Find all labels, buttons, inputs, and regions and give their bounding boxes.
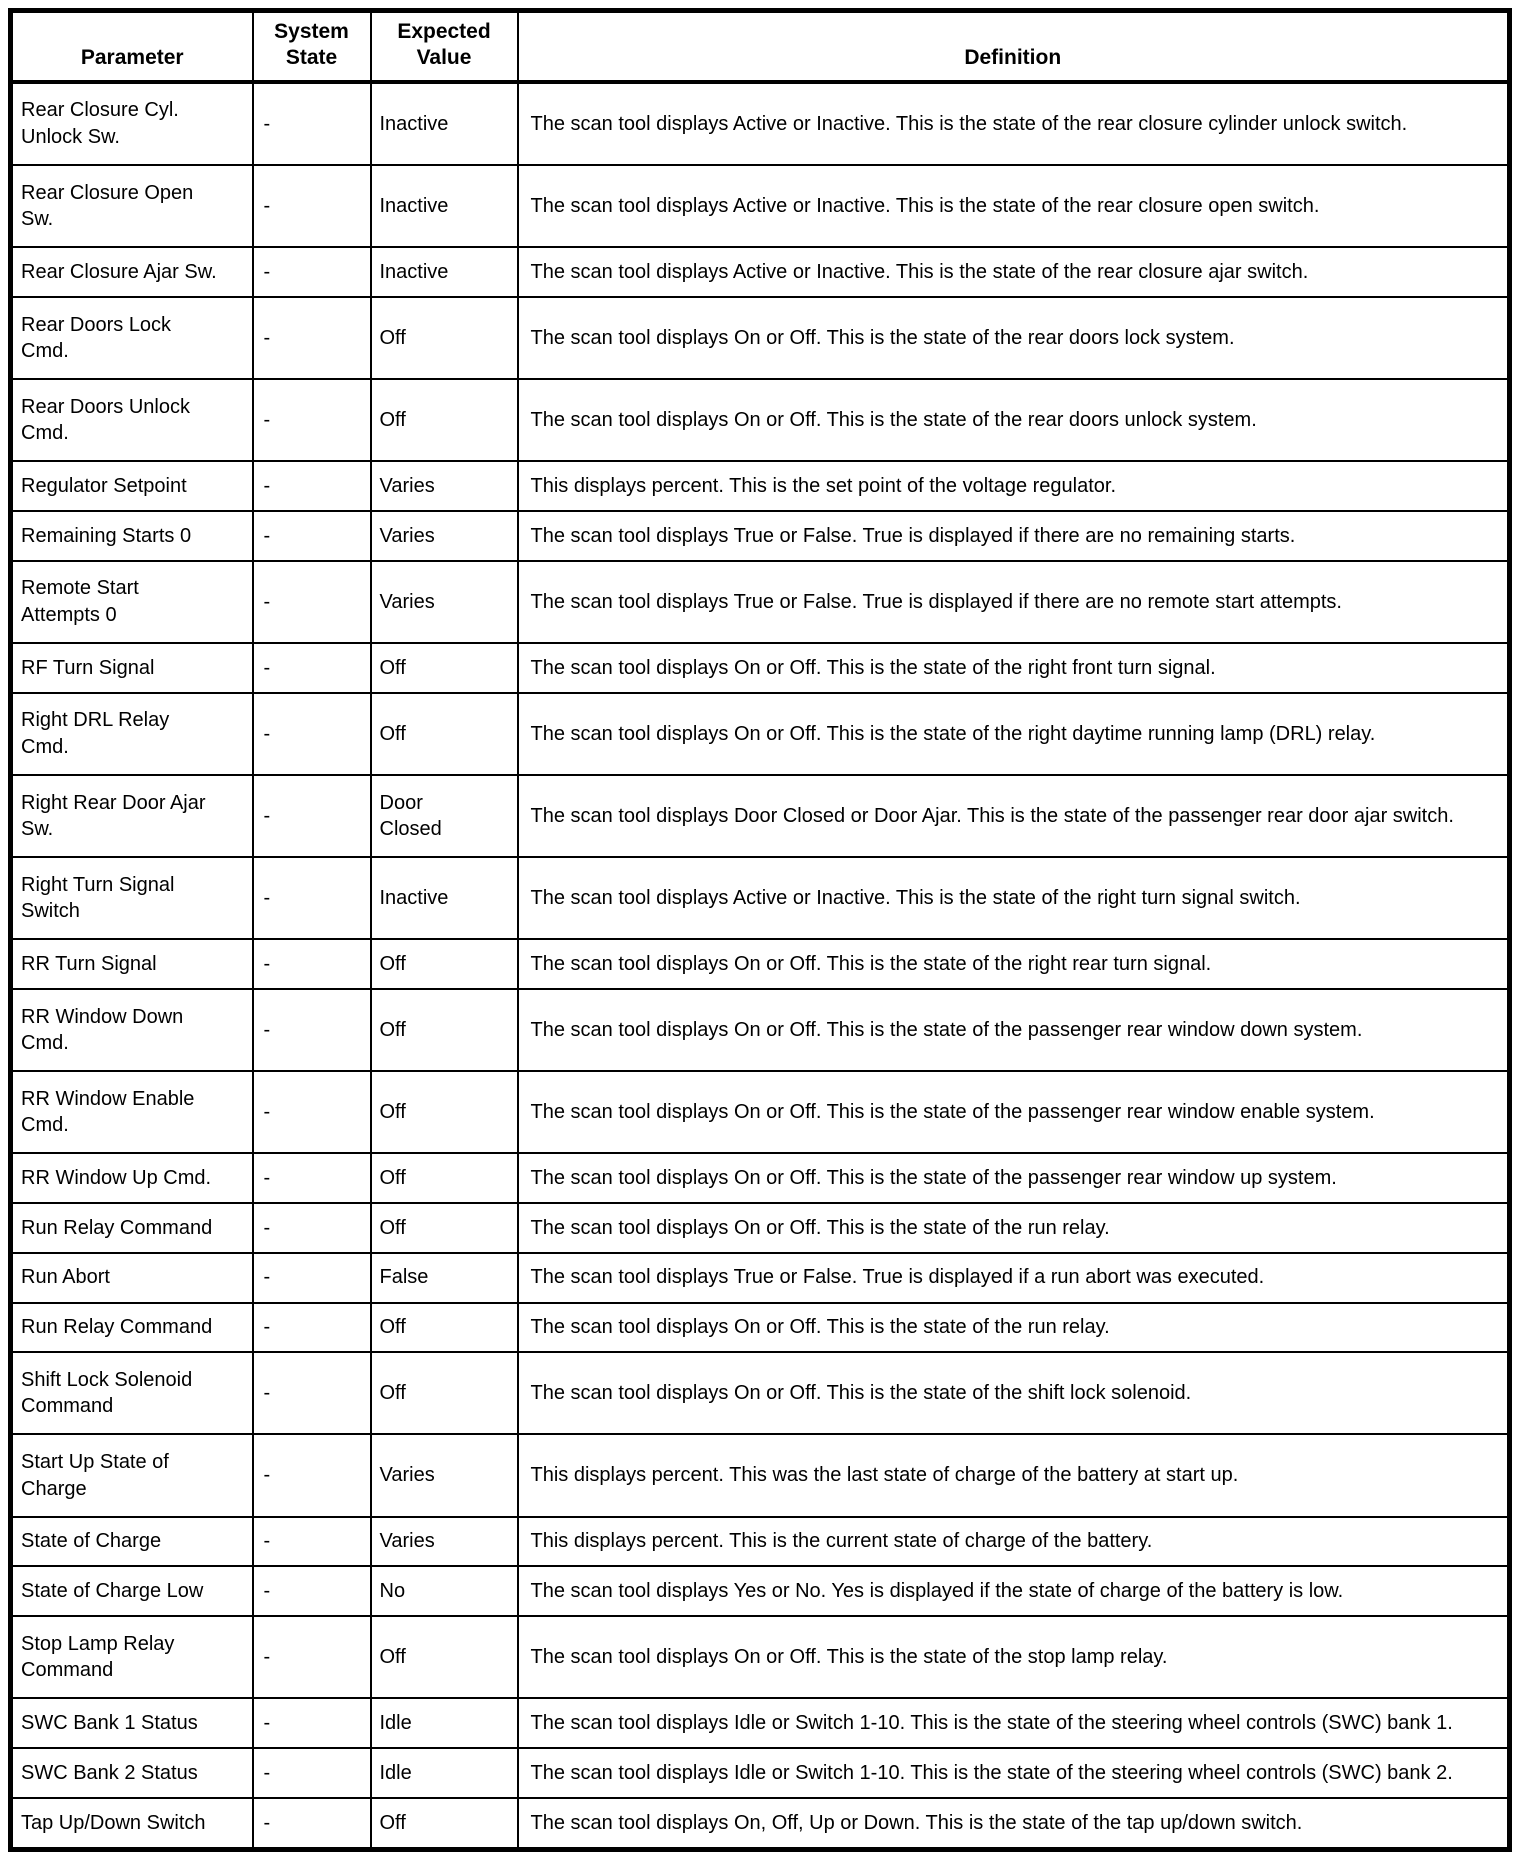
parameter-cell: Run Abort bbox=[11, 1253, 253, 1303]
system-state-cell: - bbox=[253, 1203, 371, 1253]
definition-cell: The scan tool displays Door Closed or Door Ajar. This is the state of the passenger rear door ajar switch. bbox=[518, 775, 1510, 857]
definition-cell: The scan tool displays On or Off. This is the state of the right front turn signal. bbox=[518, 643, 1510, 693]
definition-cell: The scan tool displays Active or Inactive. This is the state of the rear closure cylinder unlock switch. bbox=[518, 82, 1510, 165]
system-state-cell: - bbox=[253, 511, 371, 561]
expected-value-cell: Off bbox=[371, 643, 518, 693]
expected-value-cell: Inactive bbox=[371, 82, 518, 165]
system-state-cell: - bbox=[253, 775, 371, 857]
table-row bbox=[11, 693, 1510, 775]
table-row bbox=[11, 1798, 1510, 1850]
table-row bbox=[11, 1698, 1510, 1748]
parameter-cell: RR Turn Signal bbox=[11, 939, 253, 989]
table-row bbox=[11, 1303, 1510, 1353]
definition-cell: The scan tool displays On or Off. This is the state of the right rear turn signal. bbox=[518, 939, 1510, 989]
table-header-row bbox=[11, 11, 1510, 82]
parameter-cell: Rear Doors Lock Cmd. bbox=[11, 297, 253, 379]
system-state-cell: - bbox=[253, 1253, 371, 1303]
definition-cell: The scan tool displays Active or Inactive. This is the state of the rear closure open switch. bbox=[518, 165, 1510, 247]
system-state-cell: - bbox=[253, 1517, 371, 1567]
parameter-cell: State of Charge Low bbox=[11, 1566, 253, 1616]
system-state-cell: - bbox=[253, 1352, 371, 1434]
scan-tool-data-table bbox=[8, 8, 1512, 1852]
expected-value-cell: Off bbox=[371, 693, 518, 775]
parameter-cell: RF Turn Signal bbox=[11, 643, 253, 693]
table-body bbox=[11, 82, 1510, 1850]
table-header bbox=[11, 11, 1510, 82]
parameter-cell: State of Charge bbox=[11, 1517, 253, 1567]
expected-value-cell: Off bbox=[371, 1352, 518, 1434]
system-state-cell: - bbox=[253, 1748, 371, 1798]
definition-cell: The scan tool displays On or Off. This is the state of the shift lock solenoid. bbox=[518, 1352, 1510, 1434]
expected-value-cell: Varies bbox=[371, 461, 518, 511]
parameter-cell: SWC Bank 1 Status bbox=[11, 1698, 253, 1748]
definition-cell: The scan tool displays On or Off. This is the state of the passenger rear window down system. bbox=[518, 989, 1510, 1071]
table-row bbox=[11, 857, 1510, 939]
table-row bbox=[11, 1253, 1510, 1303]
table-row bbox=[11, 1566, 1510, 1616]
header-expected-value: Expected Value bbox=[371, 11, 518, 82]
parameter-cell: Remaining Starts 0 bbox=[11, 511, 253, 561]
definition-cell: The scan tool displays Active or Inactive. This is the state of the right turn signal switch. bbox=[518, 857, 1510, 939]
expected-value-cell: Idle bbox=[371, 1748, 518, 1798]
definition-cell: The scan tool displays On or Off. This is the state of the passenger rear window up system. bbox=[518, 1153, 1510, 1203]
parameter-cell: Rear Closure Open Sw. bbox=[11, 165, 253, 247]
table-row bbox=[11, 297, 1510, 379]
parameter-cell: Run Relay Command bbox=[11, 1303, 253, 1353]
parameter-cell: Regulator Setpoint bbox=[11, 461, 253, 511]
expected-value-cell: Varies bbox=[371, 561, 518, 643]
definition-cell: This displays percent. This is the set point of the voltage regulator. bbox=[518, 461, 1510, 511]
table-row bbox=[11, 82, 1510, 165]
table-row bbox=[11, 1203, 1510, 1253]
system-state-cell: - bbox=[253, 165, 371, 247]
parameter-cell: Remote Start Attempts 0 bbox=[11, 561, 253, 643]
expected-value-cell: Inactive bbox=[371, 165, 518, 247]
expected-value-cell: Idle bbox=[371, 1698, 518, 1748]
table-row bbox=[11, 511, 1510, 561]
system-state-cell: - bbox=[253, 693, 371, 775]
expected-value-cell: Off bbox=[371, 1153, 518, 1203]
definition-cell: The scan tool displays On, Off, Up or Down. This is the state of the tap up/down switch. bbox=[518, 1798, 1510, 1850]
table-row bbox=[11, 165, 1510, 247]
table-row bbox=[11, 939, 1510, 989]
parameter-cell: Start Up State of Charge bbox=[11, 1434, 253, 1516]
definition-cell: The scan tool displays On or Off. This is the state of the rear doors unlock system. bbox=[518, 379, 1510, 461]
parameter-cell: Right Turn Signal Switch bbox=[11, 857, 253, 939]
expected-value-cell: Door Closed bbox=[371, 775, 518, 857]
system-state-cell: - bbox=[253, 379, 371, 461]
expected-value-cell: Off bbox=[371, 1616, 518, 1698]
definition-cell: The scan tool displays True or False. True is displayed if there are no remaining starts. bbox=[518, 511, 1510, 561]
parameter-cell: Right Rear Door Ajar Sw. bbox=[11, 775, 253, 857]
table-row bbox=[11, 1517, 1510, 1567]
expected-value-cell: Inactive bbox=[371, 247, 518, 297]
expected-value-cell: Off bbox=[371, 297, 518, 379]
table-row bbox=[11, 775, 1510, 857]
header-definition: Definition bbox=[518, 11, 1510, 82]
definition-cell: The scan tool displays On or Off. This is the state of the passenger rear window enable system. bbox=[518, 1071, 1510, 1153]
table-row bbox=[11, 1434, 1510, 1516]
expected-value-cell: Off bbox=[371, 1203, 518, 1253]
table-row bbox=[11, 989, 1510, 1071]
expected-value-cell: Varies bbox=[371, 1434, 518, 1516]
system-state-cell: - bbox=[253, 1798, 371, 1850]
expected-value-cell: Off bbox=[371, 379, 518, 461]
system-state-cell: - bbox=[253, 1616, 371, 1698]
system-state-cell: - bbox=[253, 1153, 371, 1203]
definition-cell: The scan tool displays On or Off. This is the state of the stop lamp relay. bbox=[518, 1616, 1510, 1698]
system-state-cell: - bbox=[253, 297, 371, 379]
table-row bbox=[11, 247, 1510, 297]
definition-cell: The scan tool displays Idle or Switch 1-10. This is the state of the steering wheel controls (SWC) bank 2. bbox=[518, 1748, 1510, 1798]
definition-cell: The scan tool displays Idle or Switch 1-10. This is the state of the steering wheel controls (SWC) bank 1. bbox=[518, 1698, 1510, 1748]
system-state-cell: - bbox=[253, 857, 371, 939]
parameter-cell: RR Window Enable Cmd. bbox=[11, 1071, 253, 1153]
parameter-cell: SWC Bank 2 Status bbox=[11, 1748, 253, 1798]
system-state-cell: - bbox=[253, 939, 371, 989]
system-state-cell: - bbox=[253, 1303, 371, 1353]
expected-value-cell: Off bbox=[371, 1303, 518, 1353]
table-row bbox=[11, 1071, 1510, 1153]
system-state-cell: - bbox=[253, 82, 371, 165]
expected-value-cell: Varies bbox=[371, 1517, 518, 1567]
system-state-cell: - bbox=[253, 643, 371, 693]
definition-cell: This displays percent. This was the last state of charge of the battery at start up. bbox=[518, 1434, 1510, 1516]
parameter-cell: Rear Doors Unlock Cmd. bbox=[11, 379, 253, 461]
system-state-cell: - bbox=[253, 247, 371, 297]
parameter-cell: Rear Closure Cyl. Unlock Sw. bbox=[11, 82, 253, 165]
parameter-cell: Rear Closure Ajar Sw. bbox=[11, 247, 253, 297]
definition-cell: The scan tool displays On or Off. This is the state of the right daytime running lamp (DRL) relay. bbox=[518, 693, 1510, 775]
definition-cell: The scan tool displays True or False. True is displayed if a run abort was executed. bbox=[518, 1253, 1510, 1303]
definition-cell: The scan tool displays On or Off. This is the state of the run relay. bbox=[518, 1203, 1510, 1253]
definition-cell: The scan tool displays True or False. True is displayed if there are no remote start attempts. bbox=[518, 561, 1510, 643]
parameter-cell: RR Window Up Cmd. bbox=[11, 1153, 253, 1203]
system-state-cell: - bbox=[253, 1434, 371, 1516]
definition-cell: This displays percent. This is the current state of charge of the battery. bbox=[518, 1517, 1510, 1567]
system-state-cell: - bbox=[253, 561, 371, 643]
parameter-cell: Tap Up/Down Switch bbox=[11, 1798, 253, 1850]
expected-value-cell: Varies bbox=[371, 511, 518, 561]
table-row bbox=[11, 1616, 1510, 1698]
definition-cell: The scan tool displays On or Off. This is the state of the run relay. bbox=[518, 1303, 1510, 1353]
expected-value-cell: Off bbox=[371, 1071, 518, 1153]
expected-value-cell: Off bbox=[371, 939, 518, 989]
definition-cell: The scan tool displays Yes or No. Yes is displayed if the state of charge of the battery is low. bbox=[518, 1566, 1510, 1616]
system-state-cell: - bbox=[253, 1566, 371, 1616]
definition-cell: The scan tool displays On or Off. This is the state of the rear doors lock system. bbox=[518, 297, 1510, 379]
expected-value-cell: Off bbox=[371, 989, 518, 1071]
table-row bbox=[11, 1352, 1510, 1434]
table-row bbox=[11, 1748, 1510, 1798]
system-state-cell: - bbox=[253, 461, 371, 511]
parameter-cell: Right DRL Relay Cmd. bbox=[11, 693, 253, 775]
parameter-cell: Stop Lamp Relay Command bbox=[11, 1616, 253, 1698]
expected-value-cell: No bbox=[371, 1566, 518, 1616]
parameter-cell: Run Relay Command bbox=[11, 1203, 253, 1253]
header-parameter: Parameter bbox=[11, 11, 253, 82]
table-row bbox=[11, 379, 1510, 461]
expected-value-cell: False bbox=[371, 1253, 518, 1303]
system-state-cell: - bbox=[253, 1698, 371, 1748]
parameter-cell: Shift Lock Solenoid Command bbox=[11, 1352, 253, 1434]
table-row bbox=[11, 561, 1510, 643]
table-row bbox=[11, 643, 1510, 693]
expected-value-cell: Inactive bbox=[371, 857, 518, 939]
parameter-cell: RR Window Down Cmd. bbox=[11, 989, 253, 1071]
definition-cell: The scan tool displays Active or Inactive. This is the state of the rear closure ajar switch. bbox=[518, 247, 1510, 297]
table-row bbox=[11, 461, 1510, 511]
table-row bbox=[11, 1153, 1510, 1203]
header-system-state: System State bbox=[253, 11, 371, 82]
system-state-cell: - bbox=[253, 1071, 371, 1153]
expected-value-cell: Off bbox=[371, 1798, 518, 1850]
system-state-cell: - bbox=[253, 989, 371, 1071]
